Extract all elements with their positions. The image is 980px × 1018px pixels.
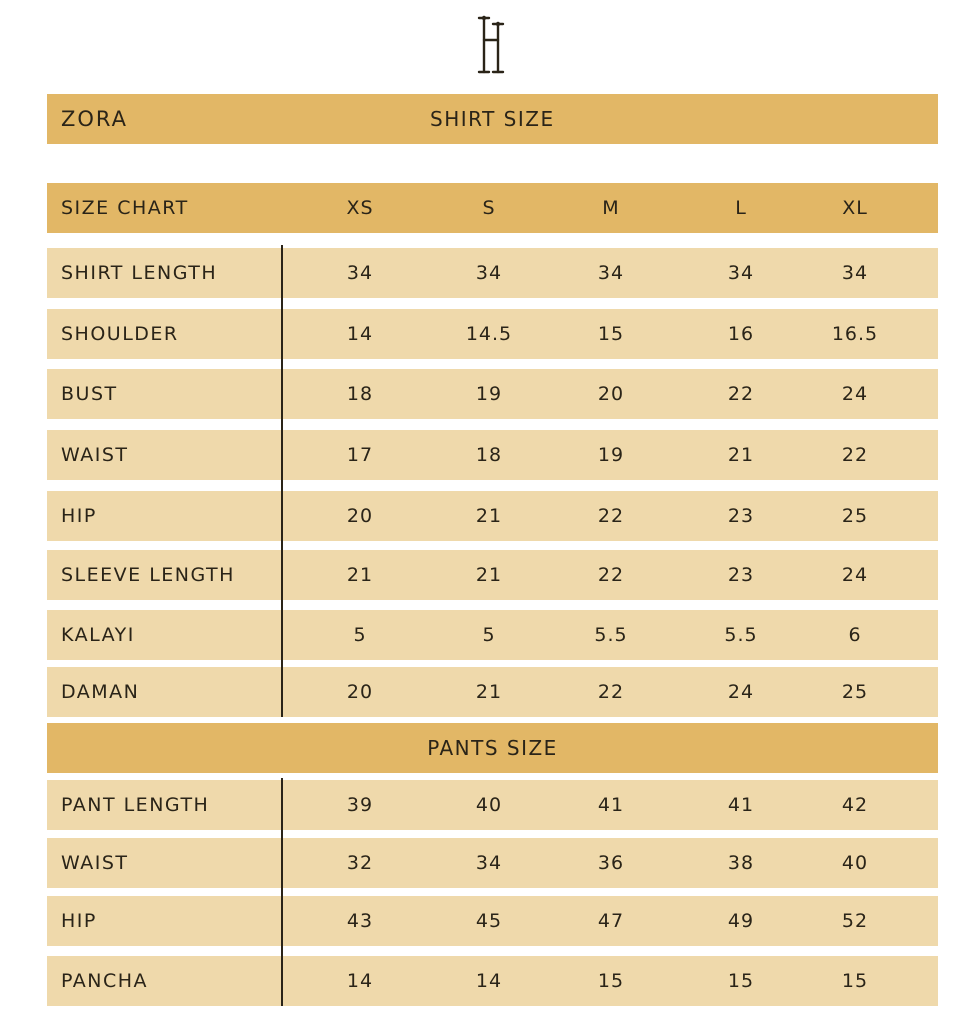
row-label: WAIST xyxy=(61,852,129,874)
shirt-size-title: SHIRT SIZE xyxy=(430,107,555,131)
row-label: DAMAN xyxy=(61,681,140,703)
table-row xyxy=(47,610,938,660)
row-value: 5 xyxy=(482,624,496,646)
table-row xyxy=(47,838,938,888)
row-value: 38 xyxy=(727,852,755,874)
column-divider xyxy=(281,778,283,1006)
row-value: 21 xyxy=(475,505,503,527)
row-value: 5.5 xyxy=(724,624,758,646)
row-label: HIP xyxy=(61,505,97,527)
row-value: 45 xyxy=(475,910,503,932)
table-row xyxy=(47,491,938,541)
row-label: PANT LENGTH xyxy=(61,794,210,816)
row-value: 32 xyxy=(346,852,374,874)
row-label: SHIRT LENGTH xyxy=(61,262,218,284)
row-value: 24 xyxy=(727,681,755,703)
row-value: 40 xyxy=(475,794,503,816)
row-value: 24 xyxy=(841,383,869,405)
table-row xyxy=(47,550,938,600)
row-value: 15 xyxy=(841,970,869,992)
monogram-h-icon xyxy=(476,14,506,76)
pants-size-header xyxy=(47,723,938,773)
row-value: 15 xyxy=(597,970,625,992)
row-value: 20 xyxy=(346,505,374,527)
row-value: 23 xyxy=(727,505,755,527)
table-row xyxy=(47,896,938,946)
table-row xyxy=(47,956,938,1006)
row-value: 41 xyxy=(727,794,755,816)
collection-name: ZORA xyxy=(61,107,129,131)
row-value: 34 xyxy=(841,262,869,284)
size-heading-xs: XS xyxy=(346,197,374,219)
row-value: 5.5 xyxy=(594,624,628,646)
row-value: 21 xyxy=(475,564,503,586)
row-value: 39 xyxy=(346,794,374,816)
row-value: 16.5 xyxy=(831,323,879,345)
row-value: 18 xyxy=(475,444,503,466)
table-row xyxy=(47,369,938,419)
row-value: 34 xyxy=(475,262,503,284)
table-row xyxy=(47,667,938,717)
size-chart-label: SIZE CHART xyxy=(61,197,189,219)
table-row xyxy=(47,248,938,298)
row-value: 36 xyxy=(597,852,625,874)
row-value: 17 xyxy=(346,444,374,466)
row-value: 21 xyxy=(475,681,503,703)
row-value: 34 xyxy=(475,852,503,874)
size-heading-m: M xyxy=(602,197,620,219)
row-value: 25 xyxy=(841,681,869,703)
row-value: 24 xyxy=(841,564,869,586)
row-value: 22 xyxy=(597,505,625,527)
row-value: 14 xyxy=(475,970,503,992)
pants-size-title: PANTS SIZE xyxy=(427,736,558,760)
size-heading-xl: XL xyxy=(842,197,868,219)
row-value: 19 xyxy=(475,383,503,405)
row-value: 21 xyxy=(346,564,374,586)
row-value: 34 xyxy=(346,262,374,284)
row-value: 42 xyxy=(841,794,869,816)
row-value: 5 xyxy=(353,624,367,646)
row-value: 49 xyxy=(727,910,755,932)
size-heading-s: S xyxy=(482,197,496,219)
row-value: 18 xyxy=(346,383,374,405)
row-label: PANCHA xyxy=(61,970,149,992)
row-label: WAIST xyxy=(61,444,129,466)
row-value: 22 xyxy=(727,383,755,405)
row-label: KALAYI xyxy=(61,624,135,646)
row-value: 23 xyxy=(727,564,755,586)
row-label: SHOULDER xyxy=(61,323,179,345)
row-value: 52 xyxy=(841,910,869,932)
size-chart-header xyxy=(47,183,938,233)
row-value: 20 xyxy=(346,681,374,703)
row-value: 22 xyxy=(597,564,625,586)
row-value: 20 xyxy=(597,383,625,405)
row-value: 34 xyxy=(727,262,755,284)
row-label: BUST xyxy=(61,383,118,405)
table-row xyxy=(47,780,938,830)
row-value: 6 xyxy=(848,624,862,646)
column-divider xyxy=(281,245,283,717)
row-value: 21 xyxy=(727,444,755,466)
row-value: 43 xyxy=(346,910,374,932)
row-value: 40 xyxy=(841,852,869,874)
row-label: HIP xyxy=(61,910,97,932)
row-value: 14 xyxy=(346,323,374,345)
row-value: 47 xyxy=(597,910,625,932)
row-label: SLEEVE LENGTH xyxy=(61,564,235,586)
row-value: 14 xyxy=(346,970,374,992)
table-row xyxy=(47,309,938,359)
row-value: 22 xyxy=(841,444,869,466)
row-value: 41 xyxy=(597,794,625,816)
table-row xyxy=(47,430,938,480)
collection-header xyxy=(47,94,938,144)
row-value: 16 xyxy=(727,323,755,345)
row-value: 34 xyxy=(597,262,625,284)
size-heading-l: L xyxy=(735,197,747,219)
row-value: 22 xyxy=(597,681,625,703)
row-value: 14.5 xyxy=(465,323,513,345)
row-value: 15 xyxy=(727,970,755,992)
row-value: 15 xyxy=(597,323,625,345)
row-value: 25 xyxy=(841,505,869,527)
row-value: 19 xyxy=(597,444,625,466)
